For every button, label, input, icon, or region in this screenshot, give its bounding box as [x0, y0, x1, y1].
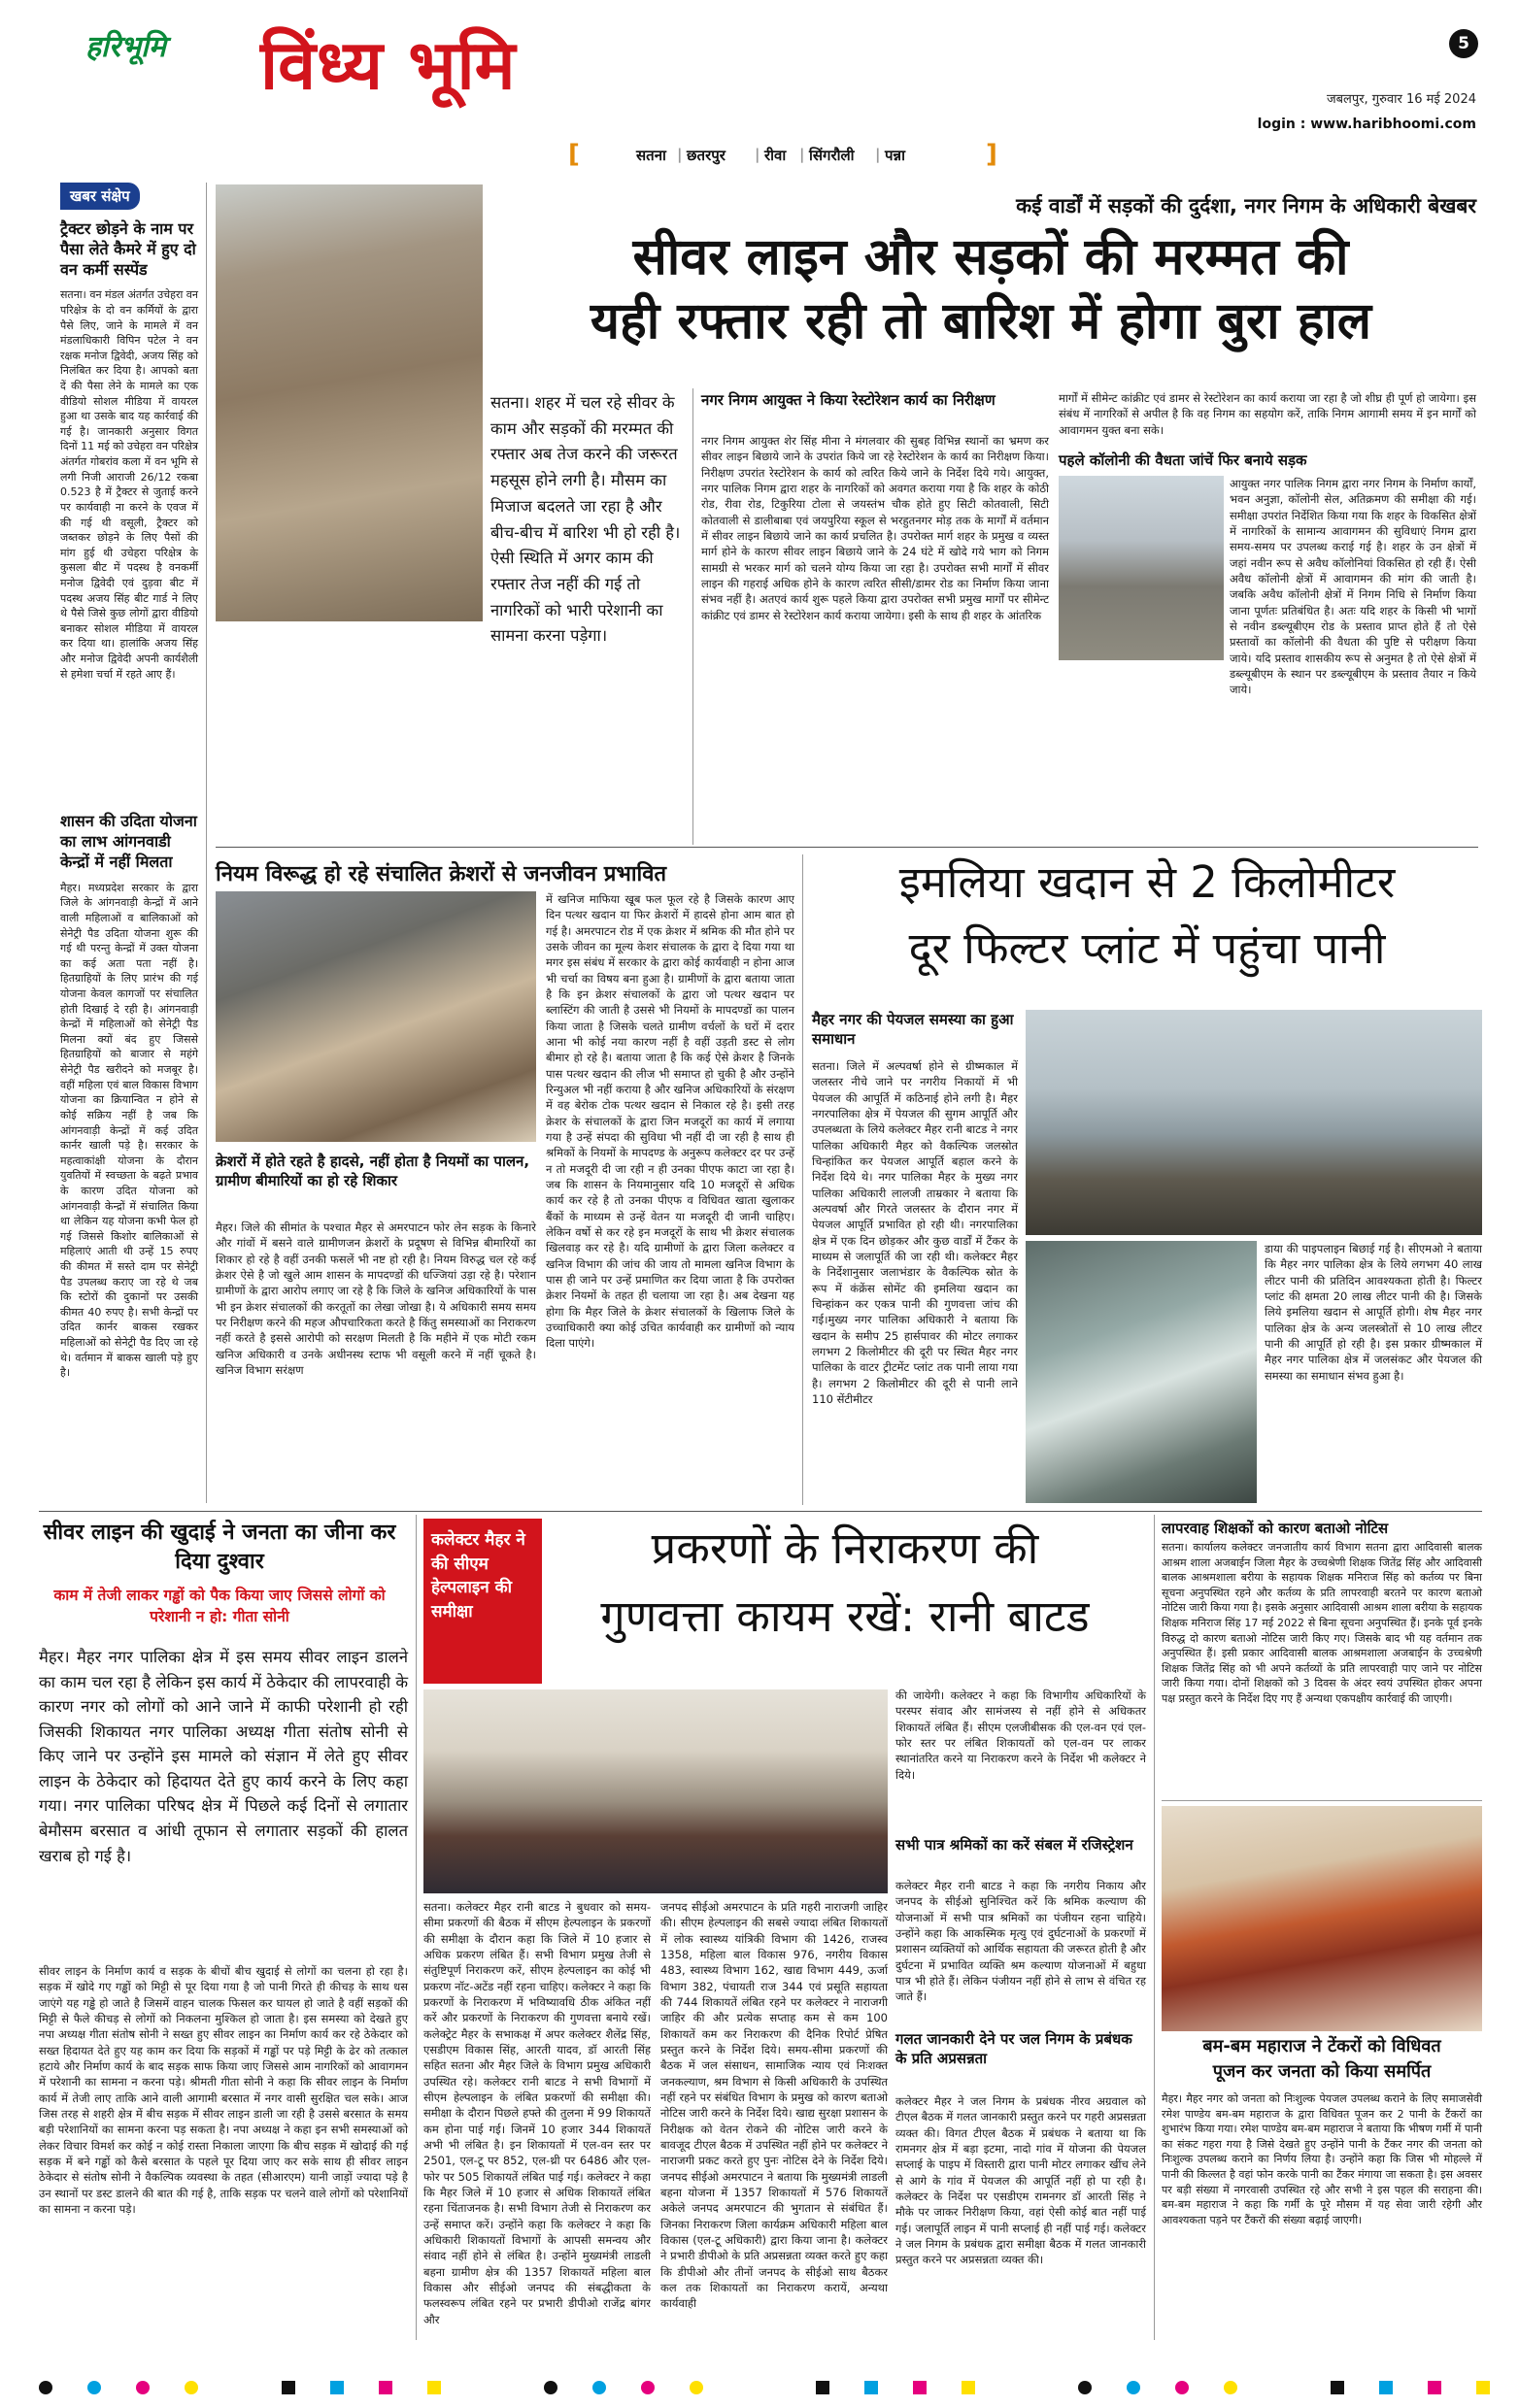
lead-photo [216, 184, 483, 621]
dateline: जबलपुर, गुरुवार 16 मई 2024 [1326, 92, 1476, 107]
sewer-lead: मैहर। मैहर नगर पालिका क्षेत्र में इस समय सीवर लाइन डालने का काम चल रहा है लेकिन इस कार्य में ठेकेदार की लापरवाही के कारण नगर को लोगों को आने जाने में काफी परेशानी हो रही जिसकी शिकायत नगर पालिका अध्यक्ष गीता संतोष सोनी से किए जाने पर उन्होंने इस मामले को संज्ञान में लेते हुए सीवर लाइन के ठेकेदार को हिदायत देते हुए कार्य करने के लिए कहा गया। नगर पालिका परिषद क्षेत्र में पिछले कई दिनों से लगातार बेमौसम बरसात व आंधी तूफान से लगातार सड़कों की हालत खराब हो गई है। [39, 1648, 408, 1865]
collector-photo [423, 1689, 888, 1893]
masthead [0, 0, 1519, 169]
water-headline-2: दूर फिल्टर प्लांट में पहुंचा पानी [908, 922, 1386, 974]
lead-subhead: नगर निगम आयुक्त ने किया रेस्टोरेशन कार्य का निरीक्षण [701, 391, 996, 409]
lead-body-3: आयुक्त नगर पालिक निगम द्वारा नगर निगम के निर्माण कार्यों, भवन अनुज्ञा, कॉलोनी सेल, अतिक्रमण की समीक्षा की गई। समीक्षा उपरांत निर्देशित किया गया कि शहर के विकसित क्षेत्रों में नागरिकों के सामान्य आवागमन की सुविधाएं निगम द्वारा समय-समय पर उपलब्ध कराई गई है। शहर के उन क्षेत्रों में जहां नवीन रूप से अवैध कॉलोनियां विकसित हो रही हैं। ऐसी अवैध कॉलोनी क्षेत्रों में आवागमन की मांग की जाती है। जबकि अवैध कॉलोनी क्षेत्रों में निगम निधि से निर्माण किया जाना पूर्णतः प्रतिबंधित है। अतः यदि शहर के किसी भी भागों से नवीन डब्ल्यूबीएम रोड के प्रस्ताव प्राप्त होते हैं तो ऐसे प्रस्तावों का कॉलोनी की वैधता की पुष्टि से परीक्षण किया जाये। यदि प्रस्ताव शासकीय रूप से अनुमत है तो ऐसे क्षेत्रों में डब्ल्यूबीएम के स्थान पर डब्ल्यूबीएम के प्रस्ताव तैयार न किये जाये। [1230, 477, 1476, 697]
collector-body-3: की जायेगी। कलेक्टर ने कहा कि विभागीय अधिकारियों के परस्पर संवाद और सामंजस्य से नहीं होने से अधिकतर शिकायतें लंबित हैं। सीएम एलजीबीसक की एल-वन एवं एल-फोर स्तर पर लंबित शिकायतों को एल-वन पर लाकर स्थानांतरित करने या निराकरण करने के निर्देश भी कलेक्टर ने दिये। [895, 1689, 1146, 1782]
city-panna[interactable]: पन्ना [885, 147, 905, 164]
collector-headline-1: प्रकरणों के निराकरण की [651, 1522, 1039, 1574]
water-body-1: सतना। जिले में अल्पवर्षा होने से ग्रीष्मकाल में जलस्तर नीचे जाने पर नगरीय निकायों में भी पेयजल की आपूर्ति में कठिनाई होने लगी है। मैहर नगरपालिका क्षेत्र में पेयजल की सुगम आपूर्ति और उपलब्धता के लिये कलेक्टर मैहर रानी बाटड ने नगर पालिका अधिकारी मैहर को वैकल्पिक जलस्रोत चिन्हांकित कर पेयजल आपूर्ति बहाल करने के निर्देश दिये थे। नगर पालिका मैहर के मुख्य नगर पालिका अधिकारी लालजी ताम्रकार ने बताया कि अल्पवर्षा और गिरते जलस्तर के दौरान नगर में पेयजल आपूर्ति प्रभावित हो रही थी। नगरपालिका क्षेत्र में एक दिन छोड़कर और कुछ वार्डों में टैंकर के माध्यम से जलापूर्ति की जा रही थी। कलेक्टर मैहर के निर्देशानुसार जलाभंडार के वैकल्पिक स्रोत के रूप में कंक्रेंस सोमेंट की इमलिया खदान का चिन्हांकन कर एकत्र पानी की गुणवत्ता जांच की गई।मुख्य नगर पालिका अधिकारी ने बताया कि खदान के समीप 25 हार्सपावर की मोटर लगाकर लगभग 2 किलोमीटर की दूरी पर स्थित मैहर नगर पालिका के वाटर ट्रीटमेंट प्लांट तक पानी लाया गया है। लगभग 2 किलोमीटर की दूरी से पानी लाने 110 सेंटीमीटर [812, 1059, 1018, 1406]
registration-strip [0, 2369, 1519, 2408]
city-rewa[interactable]: रीवा [764, 147, 787, 164]
brief-title-1: ट्रैक्टर छोड़ने के नाम पर पैसा लेते कैमरे में हुए दो वन कर्मी सस्पेंड [60, 219, 196, 279]
tanker-headline-2: पूजन कर जनता को किया समर्पित [1212, 2061, 1432, 2082]
sewer-body: सीवर लाइन के निर्माण कार्य व सड़क के बीचों बीच खुदाई से लोगों का चलना हो रहा है। सड़क में खोदे गए गड्ढों को मिट्टी से पूर दिया गया है जो पानी गिरते ही कीचड़ के साथ धस जाएंगे यह गड्ढे हो जाते है जिसमें वाहन चालक फिसल कर घायल हो जाते है वहीं सड़कों की मिट्टी से फैले कीचड़ से लोगों को निकलना मुश्किल हो जाता है। इस समस्या को देखते हुए नपा अध्यक्ष गीता संतोष सोनी ने सख्त हुए सीवर लाइन का निर्माण कार्य कर रहे ठेकेदार को सख्त हिदायत देते हुए यह काम कर दिया कि सड़कों में गड्ढों पर पड़े मिट्टी के ढेर को तत्काल हटाये और निर्माण कार्य के बाद सड़क साफ किया जाए जिससे आम नागरिकों को आवागमन में परेशानी का सामना न करना पड़े। श्रीमती गीता सोनी ने कहा कि सीवर लाइन के निर्माण कार्य में तेजी लाए ताकि आने वाली आगामी बरसात में नगर वासी सुरक्षित चल सके। आज जिस तरह से शहरी क्षेत्र में बीच सड़क में सीवर लाइन डाली जा रही है उससे बरसात के समय बड़ी परेशानियों का सामना करना पड़ सकता है। नपा अध्यक्ष ने कहा इन सभी समस्याओं को लेकर विचार विमर्श कर कोई न कोई रास्ता निकाला जाएगा कि बीच सड़क में खोदाई की गई सड़क में बने गड्ढों को कैसे बरसात के पहले पूर दिया जाए कर सके साथ ही सीवर लाइन ठेकेदार से संतोष सोनी ने वैकल्पिक व्यवस्था के तहत (सीआरएम) यानी जाड़ों ज्यादा पड़े है उन स्थानों पर डस्ट डालने की बात की गई है, ताकि सड़क पर चलने वाले लोगों को परेशानियों का सामना न करना पड़े। [39, 1964, 408, 2216]
collector-body-2: जनपद सीईओ अमरपाटन के प्रति गहरी नाराजगी जाहिर की। सीएम हेल्पलाइन की सबसे ज्यादा लंबित शिकायतों में लोक स्वास्थ्य यांत्रिकी विभाग की 1426, राजस्व 1358, महिला बाल विकास 976, नगरीय विकास 483, स्वास्थ्य विभाग 162, खाद्य विभाग 449, ऊर्जा विभाग 382, पंचायती राज 344 एवं प्रसूति सहायता की 744 शिकायतें लंबित रहने पर कलेक्टर ने नाराजगी जाहिर की और प्रत्येक सप्ताह कम से कम 100 शिकायतें कम कर निराकरण की दैनिक रिपोर्ट प्रेषित प्रस्तुत करने के निर्देश दिये। समय-सीमा प्रकरणों की बैठक में जल संसाधन, सामाजिक न्याय एवं निःशक्त जनकल्याण, श्रम विभाग से किसी अधिकारी के उपस्थित नहीं रहने पर संबंधित विभाग के प्रमुख को कारण बताओ नोटिस जारी करने के निर्देश दिये। खाद्य सुरक्षा प्रशासन के निरीक्षक को वेतन रोकने की नोटिस जारी करने के बावजूद टीएल बैठक में उपस्थित नहीं होने पर कलेक्टर ने नाराजगी प्रकट करते हुए पुनः नोटिस देने के निर्देश दिये। जनपद सीईओ अमरपाटन ने बताया कि मुख्यमंत्री लाडली बहना योजना में 1357 शिकायतों में 576 शिकायतें अकेले जनपद अमरपाटन की भुगतान से संबंधित हैं। जिनका निराकरण जिला कार्यक्रम अधिकारी महिला बाल विकास (एल-टू अधिकारी) द्वारा किया जाना है। कलेक्टर ने प्रभारी डीपीओ के प्रति अप्रसन्नता व्यक्त करते हुए कहा कि डीपीओ और तीनों जनपद के सीईओ साथ बैठकर कल तक शिकायतों का निराकरण करायें, अन्यथा कार्यवाही [660, 1900, 888, 2311]
city-chhatarpur[interactable]: छतरपुर [687, 147, 726, 164]
collector-badge: कलेक्टर मैहर ने की सीएम हेल्पलाइन की समीक्षा [423, 1519, 542, 1684]
brief-column [60, 183, 198, 1503]
water-photo-2 [1026, 1241, 1257, 1503]
water-photo-1 [1026, 1010, 1482, 1235]
water-body-2: डाया की पाइपलाइन बिछाई गई है। सीएमओ ने बताया कि मैहर नगर पालिका क्षेत्र के लिये लगभग 40 लाख लीटर पानी की प्रतिदिन आवश्यकता होती है। फिल्टर प्लांट की क्षमता 20 लाख लीटर पानी की है। जिसके लिये इमलिया खदान से आपूर्ति होगी। शेष मैहर नगर पालिका क्षेत्र के अन्य जलस्त्रोतों से 10 लाख लीटर पानी की आपूर्ति हो रही है। इस प्रकार ग्रीष्मकाल में मैहर नगर पालिका क्षेत्र में जलसंकट और पेयजल की समस्या का समाधान संभव हुआ है। [1265, 1242, 1482, 1383]
collector-body-5: कलेक्टर मैहर ने जल निगम के प्रबंधक नीरव अग्रवाल को टीएल बैठक में गलत जानकारी प्रस्तुत करने पर गहरी अप्रसन्नता व्यक्त की। विगत टीएल बैठक में प्रबंधक ने बताया था कि रामनगर क्षेत्र में बड़ा इटमा, नादो गांव में योजना की पेयजल सप्लाई के पाइप में विस्तारी द्वारा पानी मोटर लगाकर खींच लेने से आगे के गांव में पेयजल की आपूर्ति नहीं हो पा रही है। कलेक्टर के निर्देश पर एसडीएम रामनगर डॉ आरती सिंह ने मौके पर जाकर निरीक्षण किया, वहां ऐसी कोई बात नहीं पाई गई। जलापूर्ति लाइन में पानी सप्लाई ही नहीं पाई गई। कलेक्टर ने जल निगम के प्रबंधक द्वारा समीक्षा बैठक में गलत जानकारी प्रस्तुत करने पर अप्रसन्नता व्यक्त की। [895, 2094, 1146, 2267]
brief-body-2: मैहर। मध्यप्रदेश सरकार के द्वारा जिले के आंगनवाड़ी केन्द्रों में आने वाली महिलाओं व बालिकाओं को सेनेट्री पैड उदिता योजना शुरू की गई थी परन्तु केन्द्रों में उक्त योजना का कई अता पता नहीं है। हितग्राहियों के लिए प्रारंभ की गई योजना केवल कागजों पर संचालित होती दिखाई दे रही है। आंगनवाड़ी केन्द्रों में महिलाओं को सेनेट्री पैड मिलना क्यों बंद हुए जिससे हितग्राहियों को बाजार से महंगे सेनेट्री पैड खरीदने को मजबूर है। वहीं महिला एवं बाल विकास विभाग योजना का क्रियान्वित न होने से कोई सक्रिय नहीं है जब कि आंगनवाड़ी केन्द्रों में कई उदित कार्नर खाली पड़े है। सरकार के महत्वाकांक्षी योजना के दौरान युवतियों में स्वच्छता के बढ़ते प्रभाव के कारण उदित योजना को आंगनवाड़ी केन्द्रों में संचालित किया था लेकिन यह योजना कभी फेल हो गई जिससे किशोर बालिकाओं से महिलाएं आती थी उन्हें 15 रुपए की कीमत में सस्ते दाम पर सेनेट्री पैड उपलब्ध कराए जा रहे थे जब कि स्टोरों की दुकानों पर उसकी कीमत 40 रुपए है। सभी केन्द्रों पर उदित कार्नर बाकस रखकर महिलाओं को सेनेट्री पैड दिए जा रहे थे। वर्तमान में बाकस खाली पड़े हुए है। [60, 881, 198, 1380]
brief-body-1: सतना। वन मंडल अंतर्गत उचेहरा वन परिक्षेत्र के दो वन कर्मियों के द्वारा पैसे लिए, जाने के मामले में वन मंडलाधिकारी विपिन पटेल ने वन रक्षक मनोज द्विवेदी, अजय सिंह को निलंबित कर दिया है। आपको बता दें की पैसा लेने के मामले का एक वीडियो सोशल मीडिया में वायरल हुआ था उसके बाद यह कार्रवाई की गई है। जानकारी अनुसार विगत दिनों 11 मई को उचेहरा वन परिक्षेत्र अंतर्गत गोबरांव कला में वन भूमि से लगी निजी आराजी 26/12 रकबा 0.523 है में ट्रैक्टर से जुताई करने पर कार्यवाही ना करने के एवज में की गई थी वसूली, ट्रैक्टर को जब्तकर छोड़ने के लिए पैसों की मांग हुई थी उचेहरा परिक्षेत्र के कुसला बीट में पदस्थ है वनकर्मी मनोज द्विवेदी एवं दुड़वा बीट में पदस्थ अजय सिंह बीट गार्ड ने लिए थे पैसे जिसे कुछ लोगों द्वारा वीडियो बनाकर सोशल मीडिया में वायरल कर दिया था। हालांकि अजय सिंह और मनोज द्विवेदी अपनी कार्यशैली से हमेशा चर्चा में रहते आए हैं। [60, 288, 199, 681]
brief-label: खबर संक्षेप [60, 183, 140, 210]
collector-body-1: सतना। कलेक्टर मैहर रानी बाटड ने बुधवार को समय-सीमा प्रकरणों की बैठक में सीएम हेल्पलाइन के प्रकरणों की समीक्षा के दौरान कहा कि जिले में 10 हजार से अधिक प्रकरण लंबित हैं। सभी विभाग प्रमुख तेजी से संतुष्टिपूर्ण निराकरण करें, सीएम हेल्पलाइन का कोई भी प्रकरण नॉट-अटेंड नहीं रहना चाहिए। कलेक्टर ने कहा कि प्रकरणों के निराकरण में भविष्यावधि ठीक अंकित नहीं करें और प्रकरणों के निराकरण की गुणवत्ता बनाये रखें। कलेक्ट्रेट मैहर के सभाकक्ष में अपर कलेक्टर शैलेंद्र सिंह, एसडीएम विकास सिंह, आरती यादव, डॉ आरती सिंह सहित सतना और मैहर जिले के विभाग प्रमुख अधिकारी उपस्थित रहे। कलेक्टर रानी बाटड ने सभी विभागों में सीएम हेल्पलाइन के लंबित प्रकरणों की समीक्षा की। समीक्षा के दौरान पिछले हफ्ते की तुलना में 99 शिकायतें कम होना पाई गई। जिनमें 10 हजार 344 शिकायतें अभी भी लंबित है। इन शिकायतों में एल-वन स्तर पर 2501, एल-टू पर 852, एल-थ्री पर 6486 और एल-फोर पर 505 शिकायतें लंबित पाई गई। कलेक्टर ने कहा कि मैहर जिले में 10 हजार से अधिक शिकायतें लंबित रहना चिंताजनक है। सभी विभाग तेजी से निराकरण कर उन्हें समाप्त करें। उन्होंने कहा कि कलेक्टर ने कहा कि अधिकारी शिकायतों विभागों के आपसी समन्वय और संवाद नहीं होने से लंबित है। उन्होंने मुख्यमंत्री लाडली बहना ग्रामीण क्षेत्र की 1357 शिकायतें महिला बाल विकास और सीईओ जनपद की संबद्धीकता के फलस्वरूप लंबित रहने पर प्रभारी डीपीओ राजेंद्र बांगर और [423, 1900, 651, 2326]
login-link[interactable]: login : www.haribhoomi.com [1257, 117, 1476, 132]
crusher-headline: नियम विरूद्ध हो रहे संचालित क्रेशरों से जनजीवन प्रभावित [216, 862, 667, 886]
crusher-body-2: में खनिज माफिया खूब फल फूल रहे है जिसके कारण आए दिन पत्थर खदान या फिर क्रेशरों में हादसे होना आम बात हो गई है। अमरपाटन रोड में एक क्रेशर में श्रमिक की मौत होने पर उसके जीवन का मूल्य केशर संचालक के द्वारा दे दिया गया था मगर इस संबंध में सरकार के द्वारा कोई कार्यवाही न होना आज भी चर्चा का विषय बना हुआ है। ग्रामीणों के द्वारा बताया जाता है कि इन क्रेशर संचालकों के द्वारा जो पत्थर खदान पर ब्लास्टिंग की जाती है उससे भी नियमों के मापदण्डों का पालन किया जाता है जिसके चलते ग्रामीण वर्चलों के घरों में दरार आना भी कोई नया कारण नहीं है वहीं उड़ती डस्ट से लोग बीमार हो रहे है। बताया जाता है कि कई ऐसे क्रेशर है जिनके पास पत्थर खदान की लीज भी समाप्त हो चुकी है और उन्होंने रिन्युअल भी नहीं कराया है और खनिज अधिकारियों के संरक्षण में वह बेरोक टोक पत्थर खदान से निकाल रहे है। इसी तरह क्रेशर के संचालकों के द्वारा जिन मजदूरों का कार्य में लगाया गया है उन्हें संपदा की सुविधा भी नहीं दी जा रही है साथ ही श्रमिकों के नियमों के मापदण्ड के अनुरूप कलेक्टर दर पर उन्हें न तो मजदूरी दी जा रही न ही उनका पीएफ काटा जा रहा है। जब कि शासन के नियमानुसार यदि 10 मजदूरों से अधिक कार्य कर रहे है तो उनका पीएफ व विधिवत खाता खुलाकर बैंकों के माध्यम से उन्हें वेतन या मजदूरी दी जानी चाहिए। लेकिन वर्षो से कर रहे इन मजदूरों के साथ भी क्रेशर संचालक खिलवाड़ कर रहे है। यदि ग्रामीणों के द्वारा जिला कलेक्टर व खनिज विभाग की जांच की जाय तो मामला खनिज विभाग के पास ही जाने पर उन्हें प्रमाणित कर दिया जाता है कि उपरोक्त क्रेशर नियमों के तहत ही चलाया जा रहा है। अब देखना यह होगा कि मैहर जिले के क्रेशर संचालकों के खिलाफ जिले के उच्चाधिकारी क्या कोई उचित कार्यवाही कर ग्रामीणों को न्याय दिला पाएंगे। [546, 892, 794, 1351]
collector-subhead-3: गलत जानकारी देने पर जल निगम के प्रबंधक के प्रति अप्रसन्नता [895, 2030, 1132, 2068]
lead-body-2: मार्गों में सीमेन्ट कांक्रीट एवं डामर से रेस्टोरेशन का कार्य कराया जा रहा है जो शीघ्र ही पूर्ण हो जायेगा। इस संबंध में नागरिकों से अपील है कि वह निगम का सहयोग करें, ताकि निगम आगामी समय में इन मार्गों को आवागमन युक्त बना सके। [1059, 391, 1476, 437]
notice-headline: लापरवाह शिक्षकों को कारण बताओ नोटिस [1162, 1520, 1389, 1537]
collector-body-4: कलेक्टर मैहर रानी बाटड ने कहा कि नगरीय निकाय और जनपद के सीईओ सुनिश्चित करें कि श्रमिक कल्याण की योजनाओं में सभी पात्र श्रमिकों का पंजीयन रहना चाहिये। उन्होंने कहा कि आकस्मिक मृत्यु एवं दुर्घटनाओं के प्रकरणों में प्रशासन व्यक्तियों को आर्थिक सहायता की जरूरत होती है और दुर्घटना में प्रभावित व्यक्ति श्रम कल्याण योजनाओं में बहुधा पात्र भी होते हैं। लेकिन पंजीयन नहीं होने से लाभ से वंचित रह जाते हैं। [895, 1879, 1146, 2004]
lead-pullquote: सतना। शहर में चल रहे सीवर के काम और सड़कों की मरम्मत की रफ्तार अब तेज करने की जरूरत महसूस होने लगी है। मौसम का मिजाज बदलते जा रहा है और बीच-बीच में बारिश भी हो रही है। ऐसी स्थिति में अगर काम की रफ्तार तेज नहीं की गई तो नागरिकों को भारी परेशानी का सामना करना पड़ेगा। [490, 393, 681, 646]
tanker-photo [1162, 1806, 1482, 2031]
tanker-body: मैहर। मैहर नगर को जनता को निःशुल्क पेयजल उपलब्ध कराने के लिए समाजसेवी रमेश पाण्डेय बम-बम महाराज के द्वारा विधिवत पूजन कर 2 पानी के टैंकरों का शुभारंभ किया गया। रमेश पाण्डेय बम-बम महाराज ने बताया कि भीषण गर्मी में पानी का संकट गहरा गया है जिसे देखते हुए उन्होंने पानी के टैंकर नगर की जनता को निःशुल्क उपलब्ध कराने का निर्णय लिया है। उन्होंने कहा कि जिस भी मोहल्ले में पानी की किल्लत है वहां फोन करके पानी का टैंकर मंगाया जा सकता है। इस अवसर पर बड़ी संख्या में नगरवासी उपस्थित रहे और सभी ने इस पहल की सराहना की। बम-बम महाराज ने कहा कि गर्मी के पूरे मौसम में यह सेवा जारी रहेगी और आवश्यकता पड़ने पर टैंकरों की संख्या बढ़ाई जाएगी। [1162, 2092, 1482, 2226]
lead-headline-2: यही रफ्तार रही तो बारिश में होगा बुरा हाल [590, 292, 1372, 351]
crusher-body-1: मैहर। जिले की सीमांत के पश्चात मैहर से अमरपाटन फोर लेन सड़क के किनारे और गांवों में बसने वाले ग्रामीणजन क्रेशरों के प्रदूषण से विभिन्न बीमारियों का शिकार हो रहे है वहीं उनकी फसलें भी नष्ट हो रही है। नियम विरुद्ध चल रहे कई क्रेशर ऐसे है जो खुले आम शासन के मापदण्डों की धज्जियां उड़ा रहे है। परेशान ग्रामीणों के द्वारा आरोप लगाए जा रहे है कि जिले के खनिज अधिकारियों के पास भी इन क्रेशर संचालकों की करतूतों का लेखा जोखा है। ये अधिकारी समय समय पर निरीक्षण करने की महज औपचारिकता करते है किंतु समस्याओं का निराकरण नहीं करते है इससे आरोपी को सरक्षण मिलती है कि महीने में एक मोटी रकम खनिज अधिकारी व उनके अधीनस्थ स्टाफ भी वसूली करने में नहीं चूकते है। खनिज विभाग सरंक्षण [216, 1221, 536, 1377]
page-number: 5 [1449, 29, 1478, 58]
crusher-subhead: क्रेशरों में होते रहते है हादसे, नहीं होता है नियमों का पालन, ग्रामीण बीमारियों का हो रहे शिकार [216, 1153, 530, 1190]
sewer-headline: सीवर लाइन की खुदाई ने जनता का जीना कर दिया दुश्वार [43, 1521, 396, 1574]
water-headline-1: इमलिया खदान से 2 किलोमीटर [898, 856, 1396, 908]
city-satna[interactable]: सतना [636, 147, 666, 164]
brief-title-2: शासन की उदिता योजना का लाभ आंगनवाडी केन्द्रों में नहीं मिलता [60, 812, 197, 871]
water-subhead: मैहर नगर की पेयजल समस्या का हुआ समाधान [812, 1011, 1014, 1049]
collector-headline-2: गुणवत्ता कायम रखें: रानी बाटड [600, 1590, 1090, 1642]
lead-body-1: नगर निगम आयुक्त शेर सिंह मीना ने मंगलवार की सुबह विभिन्न स्थानों का भ्रमण कर सीवर लाइन बिछाये जाने के उपरांत किये जा रहे रेस्टोरेशन के कार्य का निरीक्षण किया। निरीक्षण उपरांत रेस्टोरेशन के कार्य को त्वरित किये जाने के निर्देश दिये गये। आयुक्त, नगर पालिक निगम द्वारा शहर के नागरिकों को अवगत कराया गया है कि शहर के कोठी रोड, रीवा रोड, टिकुरिया टोला से जयस्तंभ चौक होते हुए सिटी कोतवाली, सिटी कोतवाली से डालीबाबा एवं जयपुरिया स्कूल से भरहुतनगर मोड़ तक के मार्गों में वर्तमान में सीवर लाइन बिछाये जाने का कार्य प्रचलित है। उपरोक्त मार्ग शहर के प्रमुख व व्यस्त मार्ग होने के कारण सीवर लाइन बिछाये जाने के 24 घंटे में खोदे गये भाग को निगम सामग्री से भरकर मार्ग को चलने योग्य किया जा रहा है। उपरोक्त सभी मार्गों में सीवर लाइन की गहराई अधिक होने के कारण त्वरित सीसी/डामर रोड का निर्माण किया जाना संभव नहीं है। अतएवं कार्य शुरू पहले किया द्वारा उपरोक्त सभी प्रमुख मार्गों पर सीमेन्ट कांक्रीट एवं डामर से रेस्टोरेशन कार्य कराया जायेगा। इसी के साथ ही शहर के आंतरिक [701, 434, 1049, 622]
section-title: विंध्य भूमि [260, 25, 517, 105]
lead-photo-2 [1059, 476, 1224, 660]
tanker-headline-1: बम-बम महाराज ने टेंकरों को विधिवत [1202, 2036, 1441, 2057]
city-singrauli[interactable]: सिंगरौली [809, 147, 855, 164]
lead-headline-1: सीवर लाइन और सड़कों की मरम्मत की [632, 228, 1349, 286]
crusher-photo [216, 891, 536, 1142]
lead-body-3-cont [1059, 666, 1476, 841]
sewer-deck: काम में तेजी लाकर गड्ढों को पैक किया जाए जिससे लोगों को परेशानी न हो: गीता सोनी [53, 1587, 386, 1626]
brand-logo: हरिभूमि [85, 30, 166, 64]
city-strip: [ सतना | छतरपुर | रीवा | सिंगरौली | पन्ना ] [568, 140, 997, 169]
lead-kicker: कई वार्डों में सड़कों की दुर्दशा, नगर निगम के अधिकारी बेखबर [1016, 194, 1476, 217]
notice-body: सतना। कार्यालय कलेक्टर जनजातीय कार्य विभाग सतना द्वारा आदिवासी बालक आश्रम शाला अजबाईन जिला मैहर के उच्चश्रेणी शिक्षक जितेंद्र सिंह और आदिवासी बालक आश्रमशाला बरीया के सहायक शिक्षक मनिराज सिंह को कर्तव्य पर बिना सूचना अनुपस्थित रहने और कर्तव्य के प्रति लापरवाही बरतने पर कारण बताओ नोटिस जारी किया गया है। इसके अनुसार आदिवासी आश्रम शाला बरीया के सहायक शिक्षक मनिराज सिंह 17 मई 2022 से बिना सूचना अनुपस्थित हैं। इनके पूर्व इनके विरुद्ध दो कारण बताओ नोटिस जारी किए गए। जिसके बाद भी यह वर्तमान तक अनुपस्थित हैं। इसी प्रकार आदिवासी बालक आश्रमशाला अजबाईन के उच्चश्रेणी शिक्षक जितेंद्र सिंह को भी अपने कर्तव्यों के प्रति लापरवाही पाए जाने पर नोटिस जारी किया गया। दोनों शिक्षकों को 3 दिवस के अंदर स्वयं उपस्थित होकर अपना पक्ष प्रस्तुत करने के निर्देश दिए गए हैं अन्यथा एकपक्षीय कार्रवाई की जाएगी। [1162, 1541, 1482, 1706]
collector-subhead-2: सभी पात्र श्रमिकों का करें संबल में रजिस्ट्रेशन [895, 1836, 1133, 1854]
lead-subhead-2: पहले कॉलोनी की वैधता जांचें फिर बनाये सड़क [1059, 452, 1307, 469]
